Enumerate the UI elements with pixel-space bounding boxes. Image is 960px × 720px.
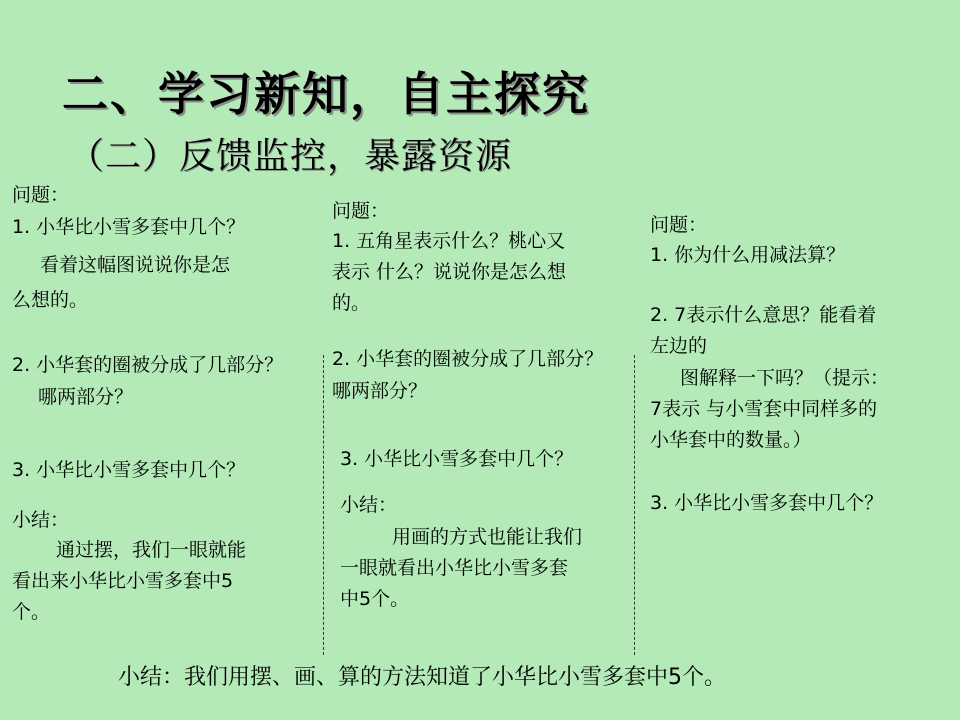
- col1-summary-line-1: 通过摆，我们一眼就能: [56, 539, 247, 561]
- col2-question-2-line-2: 哪两部分？: [332, 380, 428, 402]
- col1-question-2-line-2: 哪两部分？: [38, 386, 134, 408]
- col3-question-1: 1. 你为什么用减法算？: [650, 244, 846, 266]
- col2-question-2: 2. 小华套的圈被分成了几部分？: [332, 348, 604, 370]
- col2-summary-label: 小结：: [340, 494, 398, 516]
- col3-question-2-line-3: 图解释一下吗？（提示：: [680, 367, 890, 389]
- col3-question-2: 2. 7表示什么意思？能看着: [650, 304, 877, 326]
- col1-question-1-line-2: 看着这幅图说说你是怎: [40, 254, 231, 276]
- slide-title: 二、学习新知，自主探究: [62, 67, 590, 121]
- col1-question-2: 2. 小华套的圈被分成了几部分？: [12, 354, 284, 376]
- col2-summary-line-3: 中5个。: [340, 588, 410, 610]
- col3-heading: 问题：: [650, 214, 708, 236]
- col2-question-1-line-2: 表示 什么？说说你是怎么想: [332, 261, 567, 283]
- col2-summary-line-2: 一眼就看出小华比小雪多套: [340, 557, 569, 579]
- col1-question-3: 3. 小华比小雪多套中几个？: [12, 459, 246, 481]
- col3-question-3: 3. 小华比小雪多套中几个？: [650, 492, 884, 514]
- column-divider-2: [634, 355, 635, 655]
- col2-heading: 问题：: [332, 200, 390, 222]
- col3-question-2-line-5: 小华套中的数量。）: [650, 429, 812, 451]
- col2-summary-line-1: 用画的方式也能让我们: [392, 526, 583, 548]
- col2-question-1-line-3: 的。: [332, 292, 371, 314]
- column-divider-1: [323, 355, 324, 655]
- slide-subtitle: （二）反馈监控，暴露资源: [68, 136, 513, 177]
- col1-summary-line-3: 个。: [12, 601, 51, 623]
- col3-question-2-line-4: 7表示 与小雪套中同样多的: [650, 398, 878, 420]
- col1-heading: 问题：: [12, 184, 70, 206]
- col3-question-2-line-2: 左边的: [650, 335, 708, 357]
- col1-summary-label: 小结：: [12, 509, 70, 531]
- col2-question-3: 3. 小华比小雪多套中几个？: [340, 448, 574, 470]
- col1-question-1: 1. 小华比小雪多套中几个？: [12, 216, 246, 238]
- col1-question-1-line-3: 么想的。: [12, 289, 89, 311]
- col2-question-1: 1. 五角星表示什么？桃心又: [332, 230, 566, 252]
- bottom-summary: 小结：我们用摆、画、算的方法知道了小华比小雪多套中5个。: [118, 665, 726, 690]
- col1-summary-line-2: 看出来小华比小雪多套中5: [12, 570, 234, 592]
